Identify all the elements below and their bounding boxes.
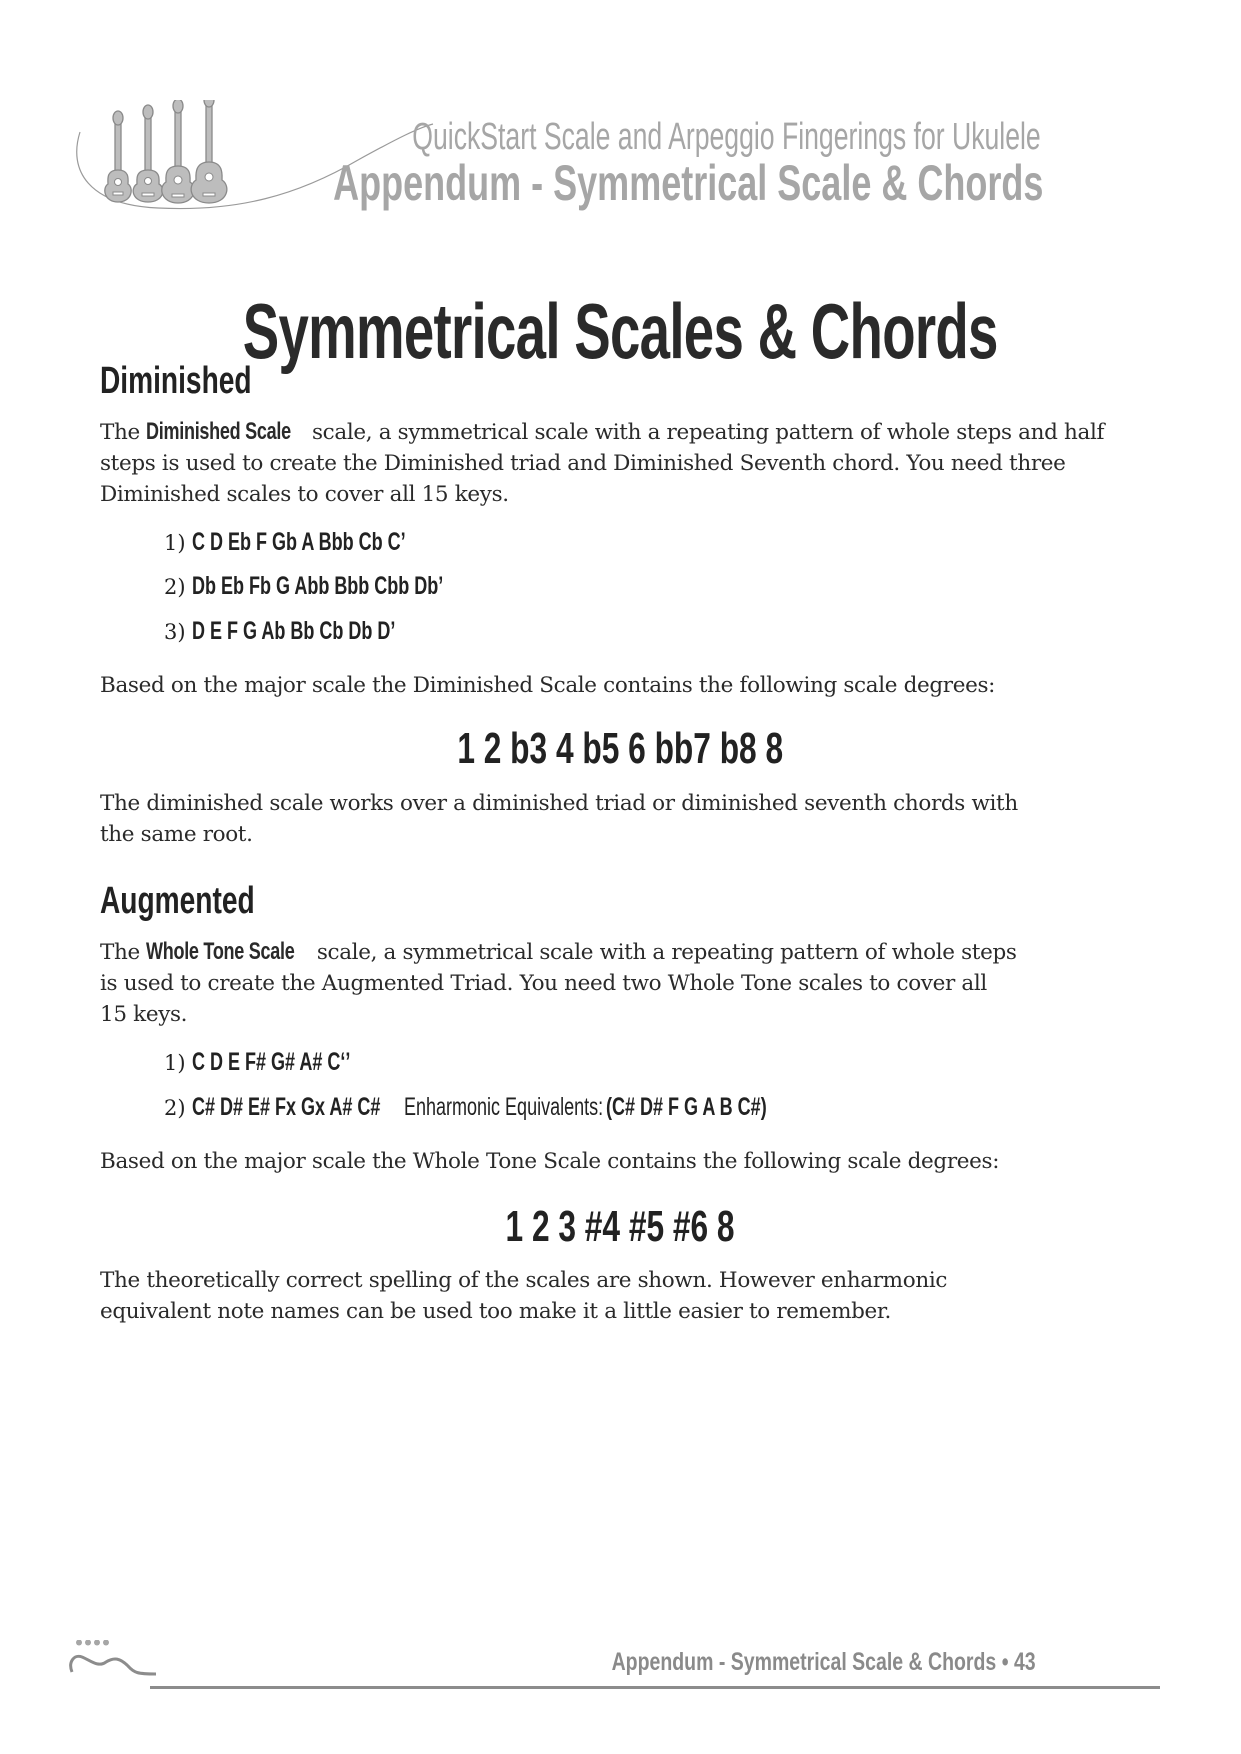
section-heading-augmented: Augmented	[100, 880, 255, 922]
guitar-outline-icon	[66, 1640, 156, 1695]
footer-running-title: Appendum - Symmetrical Scale & Chords • 43	[611, 1648, 1036, 1676]
diminished-degrees-intro: Based on the major scale the Diminished Scale contains the following scale degrees:	[100, 673, 996, 698]
augmented-degrees-wrap	[0, 1202, 1241, 1252]
enharmonic-notes: (C# D# F G A B C#)	[606, 1093, 767, 1121]
book-title: QuickStart Scale and Arpeggio Fingerings for Ukulele	[412, 116, 1041, 158]
diminished-degrees-wrap	[0, 724, 1241, 774]
augmented-intro-paragraph	[100, 936, 1020, 1030]
intro-rest: scale, a symmetrical scale with a repeating pattern of whole steps and half steps is used to create the Diminished triad and Diminished Seventh chord. You need three Diminished scales to cover all 15 keys.	[100, 420, 1105, 507]
scale-notes: D E F G Ab Bb Cb Db D’	[192, 617, 396, 645]
scale-notes: C D E F# G# A# C‘’	[192, 1048, 351, 1076]
intro-bold-term: Diminished Scale	[146, 418, 292, 445]
diminished-usage-paragraph: The diminished scale works over a diminished triad or diminished seventh chords with the same root.	[100, 791, 1018, 847]
scale-notes: C D Eb F Gb A Bbb Cb C’	[192, 528, 406, 556]
diminished-degrees: 1 2 b3 4 b5 6 bb7 b8 8	[457, 724, 784, 773]
augmented-degrees: 1 2 3 #4 #5 #6 8	[505, 1202, 736, 1251]
augmented-scale-1	[164, 1048, 412, 1077]
scale-notes: Db Eb Fb G Abb Bbb Cbb Db’	[192, 572, 444, 600]
section-heading-diminished: Diminished	[100, 360, 252, 402]
list-number: 2)	[164, 575, 186, 599]
list-number: 1)	[164, 531, 186, 555]
footer-divider	[150, 1686, 1160, 1689]
diminished-scale-1	[164, 528, 489, 557]
diminished-scale-2	[164, 572, 541, 601]
augmented-note-paragraph: The theoretically correct spelling of the scales are shown. However enharmonic equivalent note names can be used too make it a little easier to remember.	[100, 1268, 948, 1324]
enharmonic-label: Enharmonic Equivalents:	[404, 1093, 604, 1121]
list-number: 2)	[164, 1096, 186, 1120]
scale-notes: C# D# E# Fx Gx A# C#	[192, 1093, 381, 1121]
augmented-degrees-intro: Based on the major scale the Whole Tone Scale contains the following scale degrees:	[100, 1149, 1000, 1174]
intro-bold-term: Whole Tone Scale	[146, 938, 295, 965]
page-title: Symmetrical Scales & Chords	[243, 287, 998, 375]
intro-rest: scale, a symmetrical scale with a repeating pattern of whole steps is used to create the Augmented Triad. You need two Whole Tone scales to cover all 15 keys.	[100, 940, 1017, 1027]
chapter-title: Appendum - Symmetrical Scale & Chords	[332, 155, 1043, 211]
list-number: 3)	[164, 620, 186, 644]
diminished-intro-paragraph	[100, 416, 1160, 510]
intro-prefix: The	[100, 420, 147, 445]
intro-prefix: The	[100, 940, 147, 965]
augmented-scale-2	[164, 1093, 767, 1122]
list-number: 1)	[164, 1051, 186, 1075]
diminished-scale-3	[164, 617, 475, 646]
